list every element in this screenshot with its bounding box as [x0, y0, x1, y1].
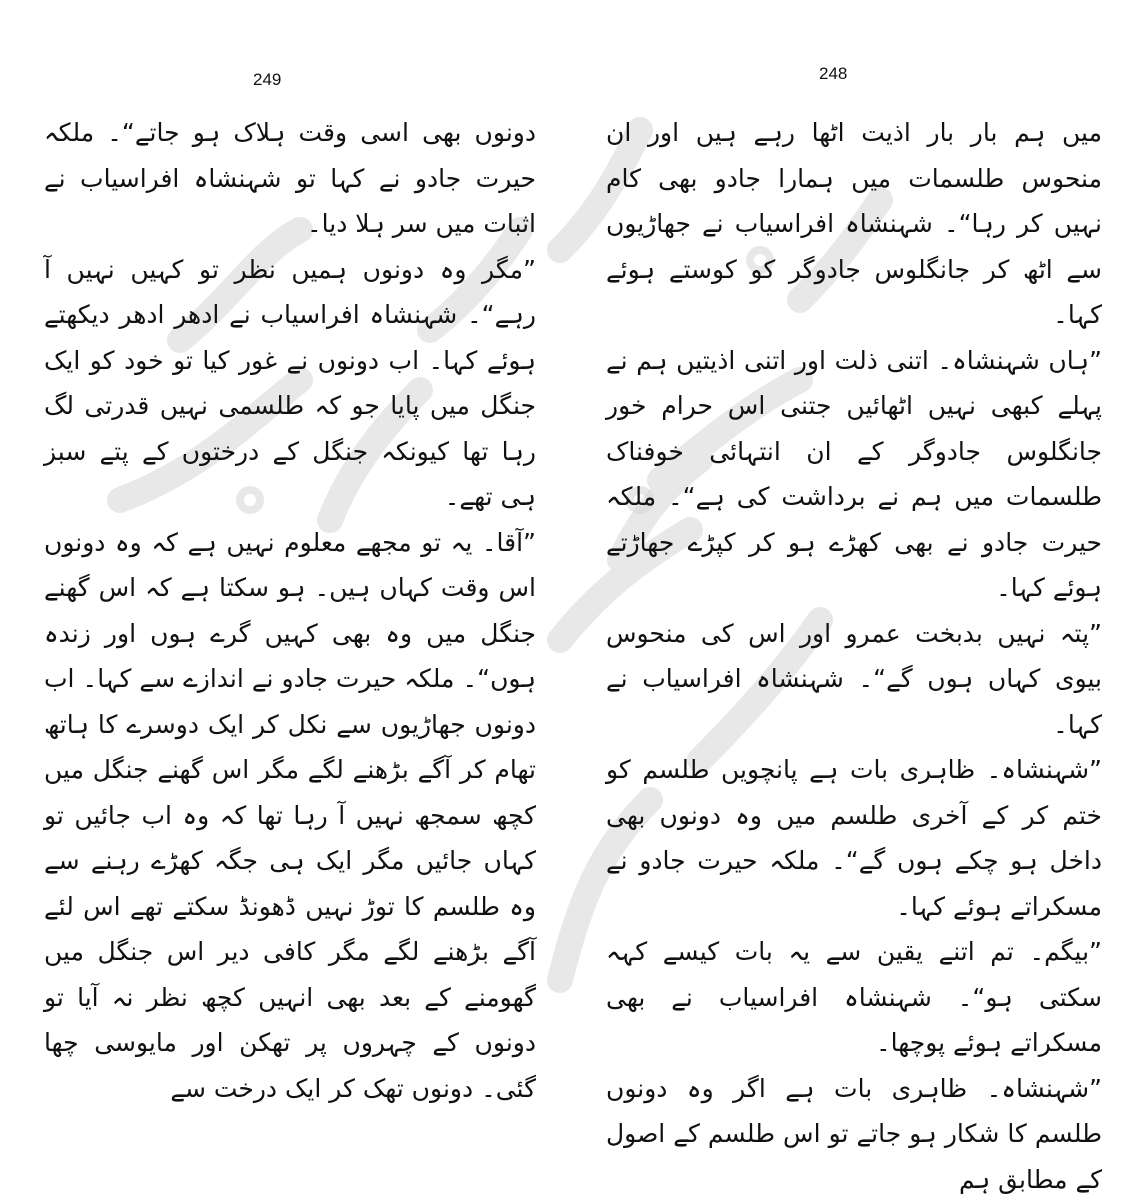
paragraph: ”مگر وہ دونوں ہمیں نظر تو کہیں نہیں آ رہے“۔ شہنشاہ افراسیاب نے ادھر ادھر دیکھتے ہوئے کہا۔ اب دونوں نے غور کیا تو خود کو ایک جنگل میں پایا جو کہ طلسمی نہیں قدرتی لگ رہا تھا کیونکہ جنگل کے درختوں کے پتے سبز ہی تھے۔: [44, 247, 536, 520]
paragraph: ”شہنشاہ۔ ظاہری بات ہے اگر وہ دونوں طلسم کا شکار ہو جاتے تو اس طلسم کے اصول کے مطابق ہم: [606, 1066, 1102, 1202]
page-text: [606, 110, 1102, 1202]
page-text: [44, 110, 536, 1111]
paragraph: ”ہاں شہنشاہ۔ اتنی ذلت اور اتنی اذیتیں ہم نے پہلے کبھی نہیں اٹھائیں جتنی اس حرام خور جانگلوس جادوگر کے ان انتہائی خوفناک طلسمات میں ہم نے برداشت کی ہے“۔ ملکہ حیرت جادو نے بھی کھڑے ہو کر کپڑے جھاڑتے ہوئے کہا۔: [606, 338, 1102, 611]
page-number: 248: [819, 64, 847, 84]
paragraph: دونوں بھی اسی وقت ہلاک ہو جاتے“۔ ملکہ حیرت جادو نے کہا تو شہنشاہ افراسیاب نے اثبات میں سر ہلا دیا۔: [44, 110, 536, 247]
page-left: [0, 0, 569, 1000]
paragraph: ”شہنشاہ۔ ظاہری بات ہے پانچویں طلسم کو ختم کر کے آخری طلسم میں وہ دونوں بھی داخل ہو چکے ہوں گے“۔ ملکہ حیرت جادو نے مسکراتے ہوئے کہا۔: [606, 747, 1102, 929]
page-right: [569, 0, 1138, 1000]
paragraph: ”آقا۔ یہ تو مجھے معلوم نہیں ہے کہ وہ دونوں اس وقت کہاں ہیں۔ ہو سکتا ہے کہ اس گھنے جنگل میں وہ بھی کہیں گرے ہوں اور زندہ ہوں“۔ ملکہ حیرت جادو نے اندازے سے کہا۔ اب دونوں جھاڑیوں سے نکل کر ایک دوسرے کا ہاتھ تھام کر آگے بڑھنے لگے مگر اس گھنے جنگل میں کچھ سمجھ نہیں آ رہا تھا کہ وہ اب جائیں تو کہاں جائیں مگر ایک ہی جگہ کھڑے رہنے سے وہ طلسم کا توڑ نہیں ڈھونڈ سکتے تھے اس لئے آگے بڑھنے لگے مگر کافی دیر اس جنگل میں گھومنے کے بعد بھی انہیں کچھ نظر نہ آیا تو دونوں کے چہروں پر تھکن اور مایوسی چھا گئی۔ دونوں تھک کر ایک درخت سے: [44, 520, 536, 1112]
paragraph: ”بیگم۔ تم اتنے یقین سے یہ بات کیسے کہہ سکتی ہو“۔ شہنشاہ افراسیاب نے بھی مسکراتے ہوئے پوچھا۔: [606, 929, 1102, 1066]
page-number: 249: [253, 70, 281, 90]
paragraph: ”پتہ نہیں بدبخت عمرو اور اس کی منحوس بیوی کہاں ہوں گے“۔ شہنشاہ افراسیاب نے کہا۔: [606, 611, 1102, 748]
paragraph: میں ہم بار بار اذیت اٹھا رہے ہیں اور ان منحوس طلسمات میں ہمارا جادو بھی کام نہیں کر رہا“۔ شہنشاہ افراسیاب نے جھاڑیوں سے اٹھ کر جانگلوس جادوگر کو کوستے ہوئے کہا۔: [606, 110, 1102, 338]
